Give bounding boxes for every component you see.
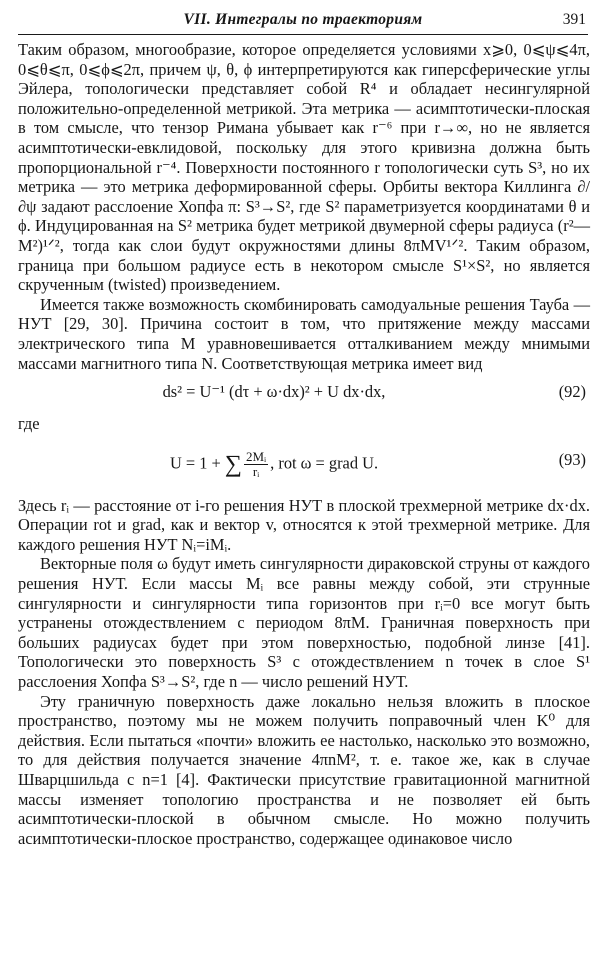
equation-93-rhs: , rot ω = grad U. bbox=[270, 452, 379, 472]
equation-93-lhs: U = 1 + bbox=[169, 452, 221, 472]
equation-93-number: (93) bbox=[558, 449, 586, 469]
equation-92-formula: ds² = U⁻¹ (dτ + ω·dx)² + U dx·dx, bbox=[162, 382, 386, 402]
fraction-denominator: rᵢ bbox=[252, 463, 260, 479]
paragraph-where: где bbox=[18, 414, 40, 434]
sum-symbol: ∑ bbox=[224, 450, 242, 477]
page-number: 391 bbox=[562, 11, 586, 28]
paragraph-5: Эту граничную поверхность даже локально нельзя вложить в плоское пространство, поэтому мы не можем получить поправочный член K⁰ для действия. Если пытаться «почти» вложить ее настолько, насколько это возможно, то для действия получается значение 4πnM², т. е. такое же, как в случае Шварцшильда с n=1 [4]. Фактически присутствие гравитационной магнитной массы изменяет топологию пространства и не позволяет ей быть асимптотически-плоской в обычном смысле. Но можно получить асимптотически-плоское пространство, содержащее одинаковое число bbox=[18, 691, 590, 848]
page-body bbox=[18, 40, 590, 848]
paragraph-1: Таким образом, многообразие, которое определяется условиями x⩾0, 0⩽ψ⩽4π, 0⩽θ⩽π, 0⩽ϕ⩽2π, причем ψ, θ, ϕ интерпретируются как гиперсферические углы Эйлера, топологически представляет собой R⁴ и обладает несингулярной положительно-определенной метрикой. Эта метрика — асимптотически-плоская в том смысле, что тензор Римана убывает как r⁻⁶ при r→∞, но не является асимптотически-евклидовой, поскольку для этого кривизна должна быть пропорциональной r⁻⁴. Поверхности постоянного r топологически суть S³, но их метрика — это метрика деформированной сферы. Орбиты вектора Киллинга ∂/∂ψ задают расслоение Хопфа π: S³→S², где S² параметризуется координатами θ и ϕ. Индуцированная на S² метрика будет метрикой двумерной сферы радиуса (r²—M²)¹ᐟ², тогда как слои будут окружностями длины 8πMV¹ᐟ². Таким образом, граница при большом радиусе есть в некотором смысле S¹×S², но является скрученным (twisted) произведением. bbox=[18, 40, 590, 295]
equation-93-formula bbox=[18, 450, 530, 479]
fraction-numerator: 2Mᵢ bbox=[245, 448, 267, 464]
paragraph-4: Векторные поля ω будут иметь сингулярности дираковской струны от каждого решения НУТ. Если массы Mᵢ все равны между собой, эти струнные сингулярности и сингулярности типа горизонтов при rᵢ=0 все могут быть устранены отождествлением с периодом 8πM. Граничная поверхность при больших радиусах будет при этом поверхностью, подобной линзе [41]. Топологически это поверхность S³ с отождествлением n точек в слое S¹ расслоения Хопфа S³→S², где n — число решений НУТ. bbox=[18, 554, 590, 692]
equation-93-fraction bbox=[244, 450, 268, 479]
equation-92-number: (92) bbox=[558, 382, 586, 402]
equation-93 bbox=[18, 440, 590, 486]
paragraph-2: Имеется также возможность скомбинировать самодуальные решения Тауба — НУТ [29, 30]. Причина состоит в том, что притяжение между массами электрического типа M уравновешивается отталкиванием между мнимыми массами магнитного типа N. Соответствующая метрика имеет вид bbox=[18, 294, 590, 373]
running-title: VII. Интегралы по траекториям bbox=[183, 11, 423, 28]
equation-92 bbox=[18, 382, 590, 406]
paragraph-3: Здесь rᵢ — расстояние от i-го решения НУТ в плоской трехмерной метрике dx·dx. Операции rot и grad, как и вектор v, относятся к этой трехмерной метрике. Для каждого решения НУТ Nᵢ=iMᵢ. bbox=[18, 495, 590, 554]
page-header bbox=[18, 8, 588, 35]
